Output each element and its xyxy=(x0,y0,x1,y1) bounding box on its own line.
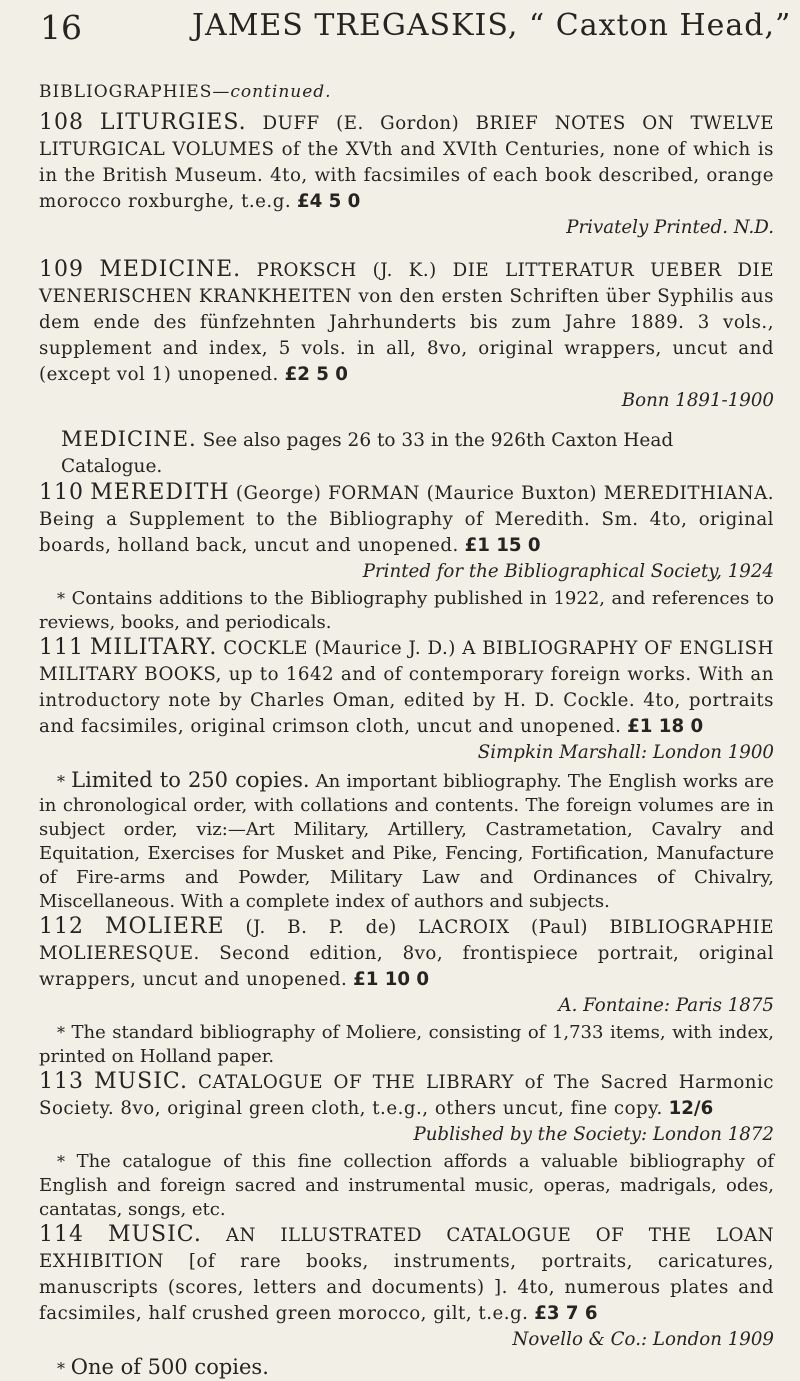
catalogue-entry-109 xyxy=(39,257,774,414)
entry-note xyxy=(39,768,774,914)
note-asterism: * xyxy=(57,589,65,608)
entry-number: 108 xyxy=(39,110,84,135)
catalogue-entry-108 xyxy=(39,110,774,241)
entry-number: 110 xyxy=(39,480,84,505)
running-head: JAMES TREGASKIS, “ Caxton Head,” xyxy=(192,8,792,43)
entry-number: 112 xyxy=(39,914,84,939)
entry-description: (J. B. P. de) LACROIX (Paul) BIBLIOGRAPHIE MOLIERESQUE. Second edition, 8vo, frontispiece portrait, original wrappers, uncut and unopened. xyxy=(39,917,774,990)
entry-subject: MEDICINE. xyxy=(99,257,242,282)
entry-subject: MEREDITH xyxy=(90,480,230,505)
entry-number: 109 xyxy=(39,257,84,282)
page-header xyxy=(40,8,792,48)
entry-price: £3 7 6 xyxy=(534,1303,598,1324)
entry-number: 114 xyxy=(39,1222,84,1247)
entry-price: £1 10 0 xyxy=(353,969,430,990)
entry-description: DUFF (E. Gordon) BRIEF NOTES ON TWELVE LITURGICAL VOLUMES of the XVth and XVIth Centuries, none of which is in the British Museum. 4to, with facsimiles of each book described, orange morocco roxburghe, t.e.g. xyxy=(39,113,774,212)
note-asterism: * xyxy=(57,1152,65,1171)
entry-imprint: Simpkin Marshall: London 1900 xyxy=(477,742,774,763)
note-lead: One of 500 copies. xyxy=(70,1355,269,1379)
entry-price: £4 5 0 xyxy=(296,191,361,212)
entry-imprint: Published by the Society: London 1872 xyxy=(413,1124,774,1145)
entry-imprint: A. Fontaine: Paris 1875 xyxy=(558,995,774,1016)
entry-description: (George) FORMAN (Maurice Buxton) MEREDITHIANA. Being a Supplement to the Bibliography of Meredith. Sm. 4to, original boards, holland back, uncut and unopened. xyxy=(39,483,774,556)
note-text: The standard bibliography of Moliere, consisting of 1,733 items, with index, printed on Holland paper. xyxy=(39,1022,774,1067)
entry-subject: MILITARY. xyxy=(89,635,218,660)
section-heading-text: BIBLIOGRAPHIES xyxy=(39,82,213,102)
see-also-subject: MEDICINE. xyxy=(61,427,197,451)
entry-price: 12/6 xyxy=(668,1098,714,1119)
entry-note xyxy=(39,1021,774,1069)
catalogue-entry-113 xyxy=(39,1069,774,1148)
entry-subject: LITURGIES. xyxy=(99,110,247,135)
entry-note xyxy=(39,1150,774,1222)
note-lead: Limited to 250 copies. xyxy=(71,768,310,792)
catalogue-body xyxy=(39,82,774,1381)
note-asterism: * xyxy=(57,772,65,791)
entry-number: 111 xyxy=(39,635,84,660)
note-text: The catalogue of this fine collection affords a valuable bibliography of English and foreign sacred and instrumental music, operas, madrigals, odes, cantatas, songs, etc. xyxy=(39,1151,774,1220)
section-heading xyxy=(39,82,774,102)
entry-price: £2 5 0 xyxy=(284,364,348,385)
note-text: An important bibliography. The English works are in chronological order, with collations and contents. The foreign volumes are in subject order, viz:—Art Military, Artillery, Castrametation, Cavalry and Equitation, Exercises for Musket and Pike, Fencing, Fortification, Manufacture of Fire-arms and Powder, Military Law and Ordinances of Chivalry, Miscellaneous. With a complete index of authors and subjects. xyxy=(39,771,774,912)
entry-note xyxy=(39,587,774,635)
entry-subject: MUSIC. xyxy=(94,1069,188,1094)
entry-description: CATALOGUE OF THE LIBRARY of The Sacred Harmonic Society. 8vo, original green cloth, t.e.g., others uncut, fine copy. xyxy=(39,1072,774,1119)
note-asterism: * xyxy=(57,1023,65,1042)
note-text: Contains additions to the Bibliography published in 1922, and references to reviews, books, and periodicals. xyxy=(39,588,774,633)
see-also-note xyxy=(61,426,774,480)
page-number: 16 xyxy=(40,8,82,47)
entry-price: £1 15 0 xyxy=(464,535,541,556)
catalogue-entry-114 xyxy=(39,1222,774,1353)
see-also-text: See also pages 26 to 33 in the 926th Caxton Head Catalogue. xyxy=(61,430,674,477)
entry-imprint: Privately Printed. N.D. xyxy=(566,217,774,238)
entry-note xyxy=(39,1355,774,1381)
catalogue-entry-112 xyxy=(39,914,774,1019)
entry-price: £1 18 0 xyxy=(627,716,704,737)
section-heading-continued: —continued. xyxy=(212,82,332,102)
note-asterism: * xyxy=(57,1359,65,1378)
catalogue-entry-111 xyxy=(39,635,774,766)
catalogue-entry-110 xyxy=(39,480,774,585)
entry-imprint: Novello & Co.: London 1909 xyxy=(512,1329,774,1350)
entry-imprint: Bonn 1891-1900 xyxy=(621,390,774,411)
entry-subject: MUSIC. xyxy=(107,1222,202,1247)
entry-number: 113 xyxy=(39,1069,84,1094)
entry-description: AN ILLUSTRATED CATALOGUE OF THE LOAN EXHIBITION [of rare books, instruments, portraits, caricatures, manuscripts (scores, letters and documents) ]. 4to, numerous plates and facsimiles, half crushed green morocco, gilt, t.e.g. xyxy=(39,1225,774,1324)
entry-description: COCKLE (Maurice J. D.) A BIBLIOGRAPHY OF ENGLISH MILITARY BOOKS, up to 1642 and of contemporary foreign works. With an introductory note by Charles Oman, edited by H. D. Cockle. 4to, portraits and facsimiles, original crimson cloth, uncut and unopened. xyxy=(39,638,774,737)
entry-subject: MOLIERE xyxy=(104,914,225,939)
entry-imprint: Printed for the Bibliographical Society, 1924 xyxy=(362,561,774,582)
entry-description: PROKSCH (J. K.) DIE LITTERATUR UEBER DIE VENERISCHEN KRANKHEITEN von den ersten Schriften über Syphilis aus dem ende des fünfzehnten Jahrhunderts bis zum Jahre 1889. 3 vols., supplement and index, 5 vols. in all, 8vo, original wrappers, uncut and (except vol 1) unopened. xyxy=(39,260,774,385)
